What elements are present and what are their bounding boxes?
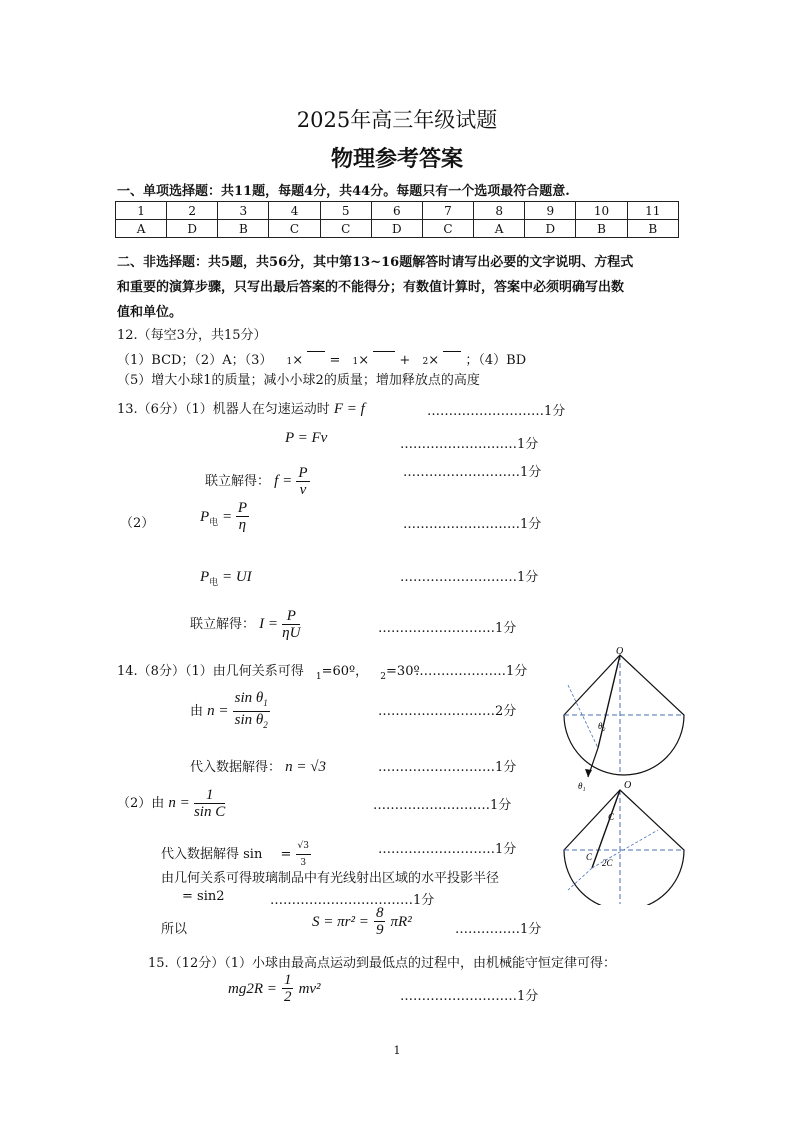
q13-solve-1: 联立解得： f = $\frac{P}{v}$	[205, 465, 308, 498]
score-line: ……………1分	[455, 922, 542, 937]
q12-answer-line-2: （5）增大小球1的质量；减小小球2的质量；增加释放点的高度	[117, 373, 480, 388]
table-cell: 6	[371, 202, 422, 220]
table-cell: D	[167, 220, 218, 238]
score-line: ………………………1分	[403, 517, 542, 532]
q12-header: 12.（每空3分，共15分）	[117, 328, 267, 343]
svg-text:2C: 2C	[602, 858, 613, 868]
q14-part-2: （2）由 n = $\frac{1}{\text{sin C}}$	[117, 787, 226, 820]
q12-part-4: ；（4）BD	[465, 353, 527, 368]
table-row-numbers	[116, 202, 679, 220]
table-cell: C	[320, 220, 371, 238]
score-line: ………………………1分	[427, 404, 566, 419]
q14-geometry: 由几何关系可得玻璃制品中有光线射出区域的水平投影半径	[161, 871, 500, 886]
page-subtitle: 物理参考答案	[330, 146, 463, 172]
q13-eq-power: P = Fv	[285, 430, 328, 446]
score-line: ………………………1分	[378, 621, 517, 636]
q14-sinc: 代入数据解得 sin = $\frac{√3}{3}$	[161, 838, 311, 871]
q14-header: 14.（8分）（1）由几何关系可得 $_1$=60º， $_2$=30º	[117, 664, 420, 682]
table-cell: 11	[627, 202, 678, 220]
q12-part-1-3: （1）BCD；（2）A；（3）	[117, 353, 273, 368]
section-2-line-1: 二、非选择题：共5题，共56分，其中第13~16题解答时请写出必要的文字说明、方程式	[117, 255, 634, 270]
score-line: ………………………1分	[400, 989, 539, 1004]
page-number: 1	[393, 1044, 401, 1057]
svg-text:θ₂: θ₂	[598, 721, 606, 731]
score-line: …………………1分	[415, 664, 528, 679]
svg-text:θ₁: θ₁	[578, 781, 586, 791]
table-cell: 2	[167, 202, 218, 220]
times-symbol: ×	[428, 353, 440, 368]
q13-eq-efficiency: $P_电$ = $\frac{P}{\eta}$	[200, 500, 247, 533]
score-line: ………………………1分	[373, 798, 512, 813]
refraction-diagram-1	[558, 645, 690, 795]
refraction-diagram-2	[558, 780, 690, 905]
score-line: ………………………1分	[378, 760, 517, 775]
plus-symbol: +	[399, 353, 411, 368]
table-cell: 1	[116, 202, 167, 220]
q12-answer-line-1: （1）BCD；（2）A；（3） 1× = 1× + 2× ；（4）BD	[117, 353, 527, 368]
svg-text:O: O	[624, 780, 632, 791]
q13-solve-2: 联立解得： I = $\frac{P}{\eta U}$	[190, 608, 301, 641]
section-2-line-3: 值和单位。	[117, 305, 183, 320]
table-cell: C	[422, 220, 473, 238]
score-line: ………………………1分	[400, 570, 539, 585]
table-cell: B	[627, 220, 678, 238]
table-cell: D	[371, 220, 422, 238]
table-row-answers	[116, 220, 679, 238]
answer-table	[115, 201, 679, 238]
section-2-line-2: 和重要的演算步骤，只写出最后答案的不能得分；有数值计算时，答案中必须明确写出数	[117, 280, 625, 295]
q13-header-text: 13.（6分）（1）机器人在匀速运动时	[117, 402, 330, 417]
score-line: ………………………1分	[378, 842, 517, 857]
score-line: ……………………………1分	[270, 893, 435, 908]
table-cell: 8	[474, 202, 525, 220]
page-title: 2025年高三年级试题	[296, 108, 498, 132]
q14-area: S = πr² = $\frac{8}{9}$ πR²	[312, 905, 412, 938]
q15-energy-eq: mg2R = $\frac{1}{2}$ mv²	[228, 972, 321, 1005]
table-cell: A	[474, 220, 525, 238]
q15-header: 15.（12分）（1）小球由最高点运动到最低点的过程中，由机械能守恒定律可得：	[148, 956, 616, 971]
table-cell: A	[116, 220, 167, 238]
table-cell: 7	[422, 202, 473, 220]
section-1-heading: 一、单项选择题：共11题，每题4分，共44分。每题只有一个选项最符合题意.	[117, 184, 570, 199]
svg-text:C: C	[586, 852, 593, 862]
table-cell: 4	[269, 202, 320, 220]
equals-symbol: =	[329, 353, 341, 368]
q14-snell-law: 由 n = $\frac{\sin \theta_1}{\sin \theta_2}$	[190, 690, 268, 730]
q13-part-2: （2）	[120, 516, 155, 531]
table-cell: B	[218, 220, 269, 238]
times-symbol: ×	[292, 353, 304, 368]
q14-so: 所以	[161, 922, 188, 937]
score-line: ………………………2分	[378, 704, 517, 719]
q13-eq-f: F = f	[333, 401, 365, 417]
score-line: ………………………1分	[403, 465, 542, 480]
table-cell: 10	[576, 202, 627, 220]
table-cell: 3	[218, 202, 269, 220]
svg-text:O: O	[616, 646, 624, 657]
q14-radius: = sin2	[182, 889, 225, 904]
q13-eq-electric-power: $P_电$ = UI	[200, 569, 252, 589]
q14-n-result: 代入数据解得： n = √3	[190, 759, 327, 775]
table-cell: B	[576, 220, 627, 238]
svg-text:C: C	[608, 812, 615, 822]
score-line: ………………………1分	[400, 437, 539, 452]
times-symbol: ×	[358, 353, 370, 368]
table-cell: D	[525, 220, 576, 238]
table-cell: 9	[525, 202, 576, 220]
q13-header	[117, 398, 365, 418]
table-cell: 5	[320, 202, 371, 220]
table-cell: C	[269, 220, 320, 238]
